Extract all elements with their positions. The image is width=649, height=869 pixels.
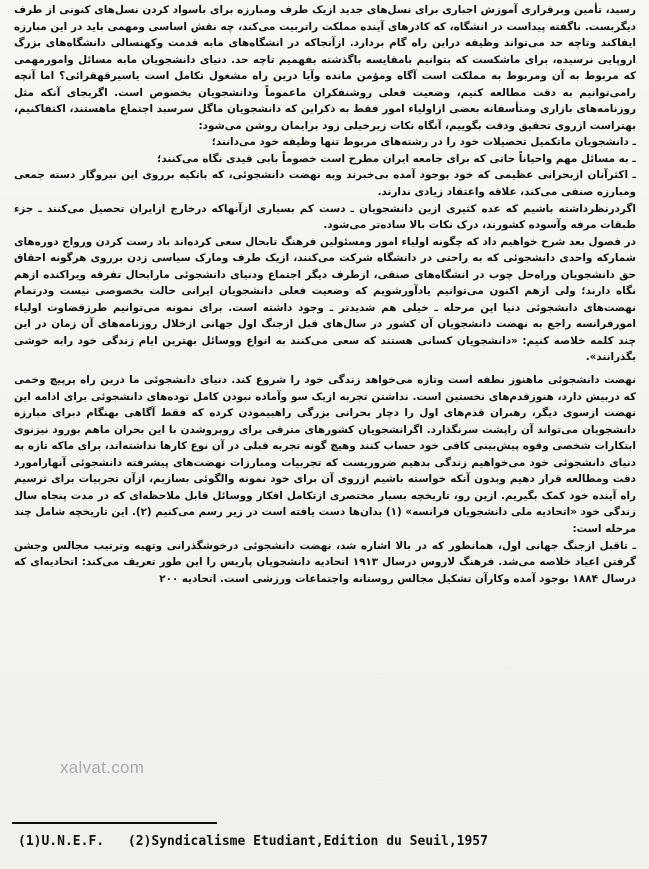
paragraph-before-war: ـ تاقبل ازجنگ جهانی اول، همانطور که در بالا اشاره شد، نهضت دانشجوئی درخوشگذرانی وتهیه وترتیب مجالس وجشن‌ گرفتن اعیاد خلاصه می‌شد. فرهنگ لاروس درسال ۱۹۱۳ اتحادیه دانشجویان پاریس را این طور تعریف می‌کند: اتحادیه‌ای که درسال ۱۸۸۴ بوجود آمده وکارآن تشکیل مجالس روستانه واجتماعات ورزشی است. اتحادیه ۲۰۰ bbox=[14, 539, 636, 585]
footnote-rule bbox=[12, 822, 217, 824]
footnotes bbox=[18, 834, 618, 849]
paragraph-wealthy-students: اگردرنظرداشته باشیم که عده کثیری ازین دانشجویان ـ دست کم بسیاری ازآنهاکه درخارج ازایران تحصیل می‌کنند ـ جزء طبقات مرفه وآسوده کشورند، درک نکات بالا ساده‌تر می‌شود. bbox=[14, 202, 636, 232]
bullet-item-2: ـ به مسائل مهم واحیاناً حاتی که برای جامعه ایران مطرح است خصوماً بابی قیدی نگاه می‌کنند؛ bbox=[157, 152, 636, 165]
paragraph-intro: رسید، تأمین وبرقراری آموزش اجباری برای نسل‌های جدید ازیک طرف ومبارزه برای باسواد کردن نسل‌های کنونی از طرف دیگربست. ناگفته پیداست در انشگاه، که کادرهای آینده مملکت راتربیت می‌کند، چه نقش اساسی ومهمی باید در این مبارزه ایفاکند وتاچه حد می‌تواند وظیفه دراین راه گام بردارد. ازآنجاکه در انشگاه‌های مابه قدمت وکهنسالی دانشگاه‌های بزرگ اروپایی نرسیده، برای ماشکست که بتوانیم بامقایسه باگذشته بفهمیم تاچه حد. دنیای دانشجویان مابه مسائل وامورمهمی که مربوط به آن ومربوط به مملکت است آگاه ومؤمن مانده وآیا درین راه مشغول تکامل است یاسیرقهقرائی؟ اما آنچه رامی‌توانیم به دقت مطالعه کنیم، وضعیت فعلی روشنفکران ماعموماً ودانشجویان بخصوص است. اگربجای آنکه مثل روزنامه‌های بازاری ومتأسفانه بعضی ازاولیاء امور فقط به ذکراین که دانشجویان ماگل سرسبد اجتماع ماهستند، اکتفاکنیم، بهتراست ازروی تحقیق ودقت بگوییم، آنگاه نکات زیرخیلی زود برایمان روشن می‌شود: bbox=[14, 4, 636, 132]
bullet-item-1: ـ دانشجویان ماتکمیل تحصیلات خود را در رشته‌های مربوط تنها وظیفه خود می‌دانند؛ bbox=[211, 136, 636, 149]
footnote-1: (1)U.N.E.F. bbox=[18, 834, 105, 849]
watermark-text: xalvat.com bbox=[60, 758, 145, 777]
footnote-2: (2)Syndicalisme Etudiant,Edition du Seuil,1957 bbox=[127, 834, 488, 849]
paragraph-student-movement: نهضت دانشجوئی ماهنوز نطفه است وتازه می‌خواهد زندگی خود را شروع کند. دنیای دانشجوئی ما درین راه پرپیچ وخمی که دربیش دارد، هنوزقدم‌های نخستین است. نداشتن تجربه ازیک سو وآماده نبودن کامل توده‌های دانشجوئی برای ادامه این نهضت ازسوی دیگر، رهبران قدم‌های اول را دچار بحرانی بزرگی راهبیمودن کرده که فقط آگاهی بهنگام دبرای مبارزه دانشجویان می‌تواند آن راپشت سرنگذارد. اگرانشجویان کشورهای مترقی برای روبروشدن با این بحران ماهم بورود نیزنوی ابتکارات شخصی وقوه پیش‌بینی کافی خود حساب کنند وهیچ گونه تجربه قبلی در آن نوع کارها نداشته‌اند، برای ماکه تازه به دنیای دانشجوئی خود می‌خواهیم زندگی بدهیم ضروریست که تجربیات ومبارزات نهضت‌های پیشرفته دانشجوئی آنهارامورد دقت ومطالعه قرار دهیم وبدون آنکه خواسته باشیم ازروی آن برای خود نمونه والگوئی بسازیم، ازآن تجربیات برای ترسیم راه آینده خود کمک بگیریم. ازین رو، تاریخچه بسیار مختصری ازتکامل افکار ووسائل قابل ملاحظه‌ای که در مدت پنجاه سال زندگی خود «اتحادیه ملی دانشجویان فرانسه» (۱) بدان‌ها دست یافته است در زیر رسم می‌کنیم (۲). این تاریخچه شامل چند مرحله است: bbox=[14, 374, 636, 535]
paragraph-next-chapters: در فصول بعد شرح خواهیم داد که چگونه اولیاء امور ومسئولین فرهنگ تابحال سعی کرده‌اند باد رست کردن ورواج دوره‌های شمارکه واحدی دانشجوئی که به راحتی در دانشگاه شرکت می‌کنند، ازیک طرف ومارک سیاسی زدن برروی هرگونه احقاق حق دانشجویان وراه‌حل چوب در انشگاه‌های صنفی، ازطرف دیگر اجتماع ودنیای دانشجوئی مارابحال تفرقه ویراکنده ازهم نگاه دارند؛ ولی ازهم اکنون می‌توانیم یادآورشویم که وضعیت فعلی دانشجویان ایرانی حالت بخصوصی نیست ودرتمام نهضت‌های دانشجوئی دنیا این مرحله ـ خیلی هم شدیدتر ـ وجود داشته است. برای نمونه می‌توانیم طرزقضاوت اولیاء امورفرانسه راجع به نهضت دانشجویان آن کشور در سال‌های قبل ازجنگ اول جهانی ازخلال روزنامه‌های آن زمان در این چند کلمه خلاصه کنیم: «دانشجویان کسانی هستند که سعی می‌کنند به انواع ووسائل بهترین ایام زندگی خود رابه خوشی بگذرانند». bbox=[14, 235, 636, 364]
bullet-item-3: ـ اکثرآنان ازبحرانی عظیمی که خود بوجود آمده بی‌خبرند وبه نهضت دانشجوئی، که باتکیه برروی این نیروگار دسته جمعی ومبارزه صنفی می‌کند، علاقه واعتقاد زیادی ندارند. bbox=[14, 169, 636, 199]
persian-article-body bbox=[14, 2, 636, 587]
